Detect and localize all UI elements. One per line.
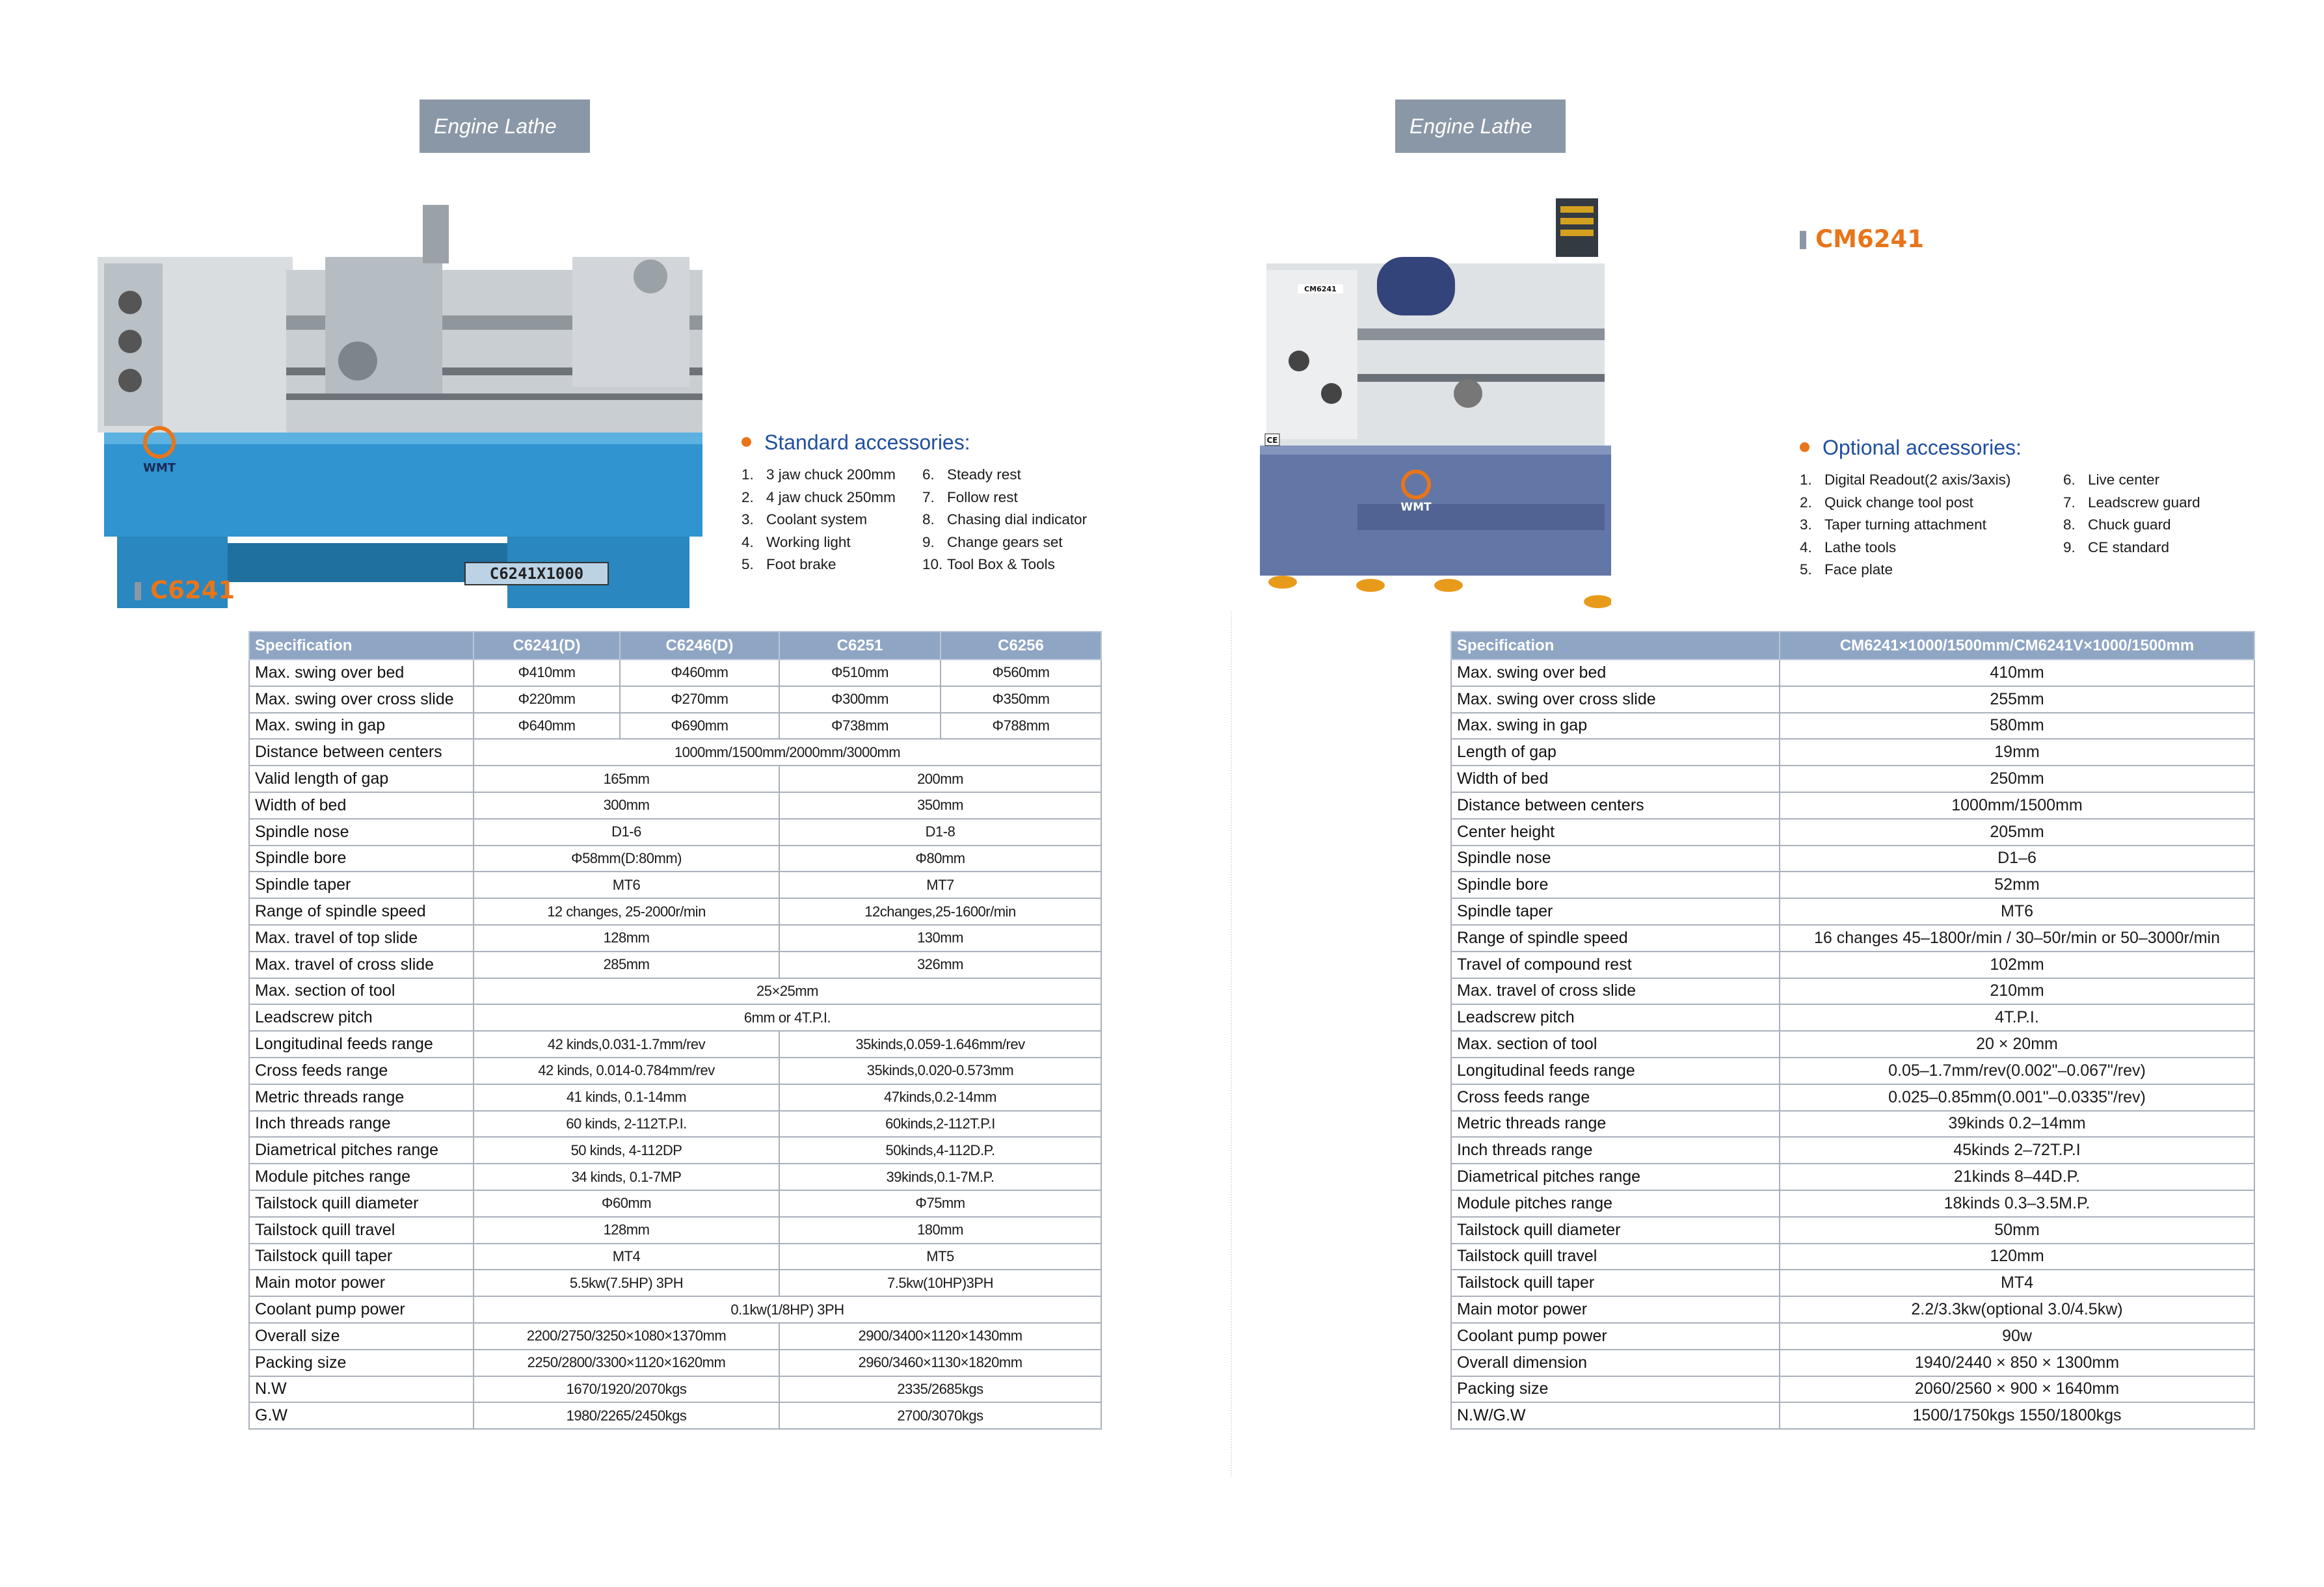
bullet-dot-icon: [1800, 442, 1810, 452]
table-row: [1451, 1031, 2254, 1058]
table-row: [1451, 1190, 2254, 1217]
table-row: [1451, 660, 2254, 686]
column-header: CM6241×1000/1500mm/CM6241V×1000/1500mm: [1780, 632, 2254, 660]
cell-value: Φ560mm: [941, 660, 1101, 686]
row-label: Max. swing in gap: [1451, 713, 1780, 740]
table-row: [249, 660, 1101, 686]
cell-value: Φ220mm: [474, 686, 620, 713]
table-row: [1451, 1323, 2254, 1350]
row-label: N.W: [249, 1376, 474, 1403]
row-label: Cross feeds range: [249, 1058, 474, 1084]
column-header: Specification: [249, 632, 474, 660]
row-label: Max. travel of cross slide: [249, 952, 474, 978]
row-label: G.W: [249, 1402, 474, 1429]
cell-value: 7.5kw(10HP)3PH: [779, 1270, 1101, 1296]
table-row: [249, 1190, 1101, 1217]
row-label: Spindle taper: [1451, 898, 1780, 925]
accessory-item: 7. Follow rest: [922, 488, 1018, 505]
table-row: [1451, 872, 2254, 898]
c6241-lathe-image: [91, 179, 715, 621]
table-row: [1451, 1217, 2254, 1244]
table-row: [1451, 1296, 2254, 1323]
accessories-title: Standard accessories:: [741, 431, 1087, 455]
table-row: [249, 766, 1101, 792]
cell-value: MT4: [1780, 1270, 2254, 1296]
accessory-item: 4. Lathe tools: [1800, 539, 1897, 555]
machine-plate-text: CM6241: [1304, 285, 1337, 293]
cell-value: 18kinds 0.3–3.5M.P.: [1780, 1190, 2254, 1217]
table-row: [249, 978, 1101, 1005]
cell-value: 580mm: [1780, 713, 2254, 740]
cell-value: 200mm: [779, 766, 1101, 792]
cell-value: 250mm: [1780, 766, 2254, 792]
brand-logo-text: WMT: [142, 461, 176, 475]
row-label: Leadscrew pitch: [1451, 1004, 1780, 1031]
cell-value: 128mm: [474, 1217, 779, 1244]
cell-value: 20 × 20mm: [1780, 1031, 2254, 1058]
table-row: [1451, 686, 2254, 713]
row-label: Leadscrew pitch: [249, 1004, 474, 1031]
cell-value: 35kinds,0.020-0.573mm: [779, 1058, 1101, 1084]
accessory-item: 5. Foot brake: [741, 556, 836, 572]
machine-plate-text: C6241X1000: [489, 565, 584, 583]
row-label: Main motor power: [1451, 1296, 1780, 1323]
row-label: Range of spindle speed: [249, 898, 474, 925]
cell-value: 0.1kw(1/8HP) 3PH: [474, 1296, 1101, 1323]
table-row: [249, 846, 1101, 872]
row-label: Tailstock quill travel: [249, 1217, 474, 1244]
cell-value: 130mm: [779, 925, 1101, 952]
cell-value: MT5: [779, 1244, 1101, 1270]
accessory-item: 1. 3 jaw chuck 200mm: [741, 466, 896, 483]
accessory-item: 9. Change gears set: [922, 533, 1063, 550]
accessory-item: 6. Steady rest: [922, 466, 1021, 483]
table-row: [249, 1402, 1101, 1429]
table-row: [249, 1004, 1101, 1031]
accessory-item: 3. Taper turning attachment: [1800, 516, 1986, 533]
row-label: Inch threads range: [1451, 1137, 1780, 1164]
row-label: Main motor power: [249, 1270, 474, 1296]
table-row: [249, 792, 1101, 819]
table-row: [249, 1031, 1101, 1058]
table-row: [1451, 925, 2254, 952]
cell-value: 2960/3460×1130×1820mm: [779, 1350, 1101, 1376]
table-row: [249, 1270, 1101, 1296]
accessory-item: 2. 4 jaw chuck 250mm: [741, 488, 896, 505]
accessory-item: 8. Chasing dial indicator: [922, 511, 1088, 527]
table-row: [249, 1296, 1101, 1323]
cell-value: D1–6: [1780, 846, 2254, 872]
cell-value: 180mm: [779, 1217, 1101, 1244]
accessory-item: 1. Digital Readout(2 axis/3axis): [1800, 472, 2011, 488]
column-header: C6256: [941, 632, 1101, 660]
cell-value: Φ60mm: [474, 1190, 779, 1217]
engine-lathe-tag: Engine Lathe: [1395, 100, 1566, 153]
cell-value: D1-6: [474, 819, 779, 846]
accessory-item: 10. Tool Box & Tools: [922, 556, 1055, 572]
row-label: Module pitches range: [1451, 1190, 1780, 1217]
cm6241-lathe-image: [1260, 198, 1611, 615]
cell-value: Φ640mm: [474, 713, 620, 740]
cell-value: 2250/2800/3300×1120×1620mm: [474, 1350, 779, 1376]
column-header: C6246(D): [620, 632, 779, 660]
cell-value: Φ690mm: [620, 713, 779, 740]
cell-value: 16 changes 45–1800r/min / 30–50r/min or 50–3000r/min: [1780, 925, 2254, 952]
spec-table-cm6241: [1450, 631, 2255, 1430]
cell-value: 1940/2440 × 850 × 1300mm: [1780, 1350, 2254, 1376]
row-label: Distance between centers: [1451, 792, 1780, 819]
row-label: Max. swing over bed: [1451, 660, 1780, 686]
table-row: [249, 1376, 1101, 1403]
row-label: Max. swing over bed: [249, 660, 474, 686]
row-label: Inch threads range: [249, 1111, 474, 1138]
row-label: Max. travel of cross slide: [1451, 978, 1780, 1005]
cell-value: D1-8: [779, 819, 1101, 846]
model-bar-icon: [1800, 231, 1806, 249]
table-row: [249, 925, 1101, 952]
table-row: [1451, 952, 2254, 978]
table-header-row: [1451, 632, 2254, 660]
row-label: Tailstock quill diameter: [1451, 1217, 1780, 1244]
row-label: Diametrical pitches range: [249, 1137, 474, 1164]
cell-value: 47kinds,0.2-14mm: [779, 1084, 1101, 1111]
table-row: [1451, 898, 2254, 925]
row-label: Max. swing over cross slide: [1451, 686, 1780, 713]
accessories-title: Optional accessories:: [1800, 436, 2200, 460]
row-label: Tailstock quill taper: [249, 1244, 474, 1270]
cell-value: 2700/3070kgs: [779, 1402, 1101, 1429]
accessory-item: 8. Chuck guard: [2063, 516, 2171, 533]
row-label: Tailstock quill travel: [1451, 1244, 1780, 1270]
cell-value: MT7: [779, 872, 1101, 898]
cell-value: 285mm: [474, 952, 779, 978]
cell-value: 42 kinds,0.031-1.7mm/rev: [474, 1031, 779, 1058]
row-label: Distance between centers: [249, 739, 474, 766]
table-row: [1451, 1376, 2254, 1403]
cell-value: 210mm: [1780, 978, 2254, 1005]
cell-value: 128mm: [474, 925, 779, 952]
cell-value: 34 kinds, 0.1-7MP: [474, 1164, 779, 1190]
table-row: [1451, 766, 2254, 792]
table-row: [249, 1323, 1101, 1350]
cell-value: Φ270mm: [620, 686, 779, 713]
row-label: Max. section of tool: [1451, 1031, 1780, 1058]
cell-value: 52mm: [1780, 872, 2254, 898]
cell-value: 205mm: [1780, 819, 2254, 846]
ce-mark: CE: [1266, 436, 1278, 445]
cell-value: 2900/3400×1120×1430mm: [779, 1323, 1101, 1350]
row-label: Tailstock quill diameter: [249, 1190, 474, 1217]
row-label: Diametrical pitches range: [1451, 1164, 1780, 1190]
column-header: Specification: [1451, 632, 1780, 660]
cell-value: Φ80mm: [779, 846, 1101, 872]
row-label: Tailstock quill taper: [1451, 1270, 1780, 1296]
cell-value: 350mm: [779, 792, 1101, 819]
table-row: [1451, 1058, 2254, 1084]
table-row: [249, 1111, 1101, 1138]
cell-value: 1980/2265/2450kgs: [474, 1402, 779, 1429]
cell-value: 1000mm/1500mm: [1780, 792, 2254, 819]
table-row: [249, 819, 1101, 846]
row-label: Spindle bore: [249, 846, 474, 872]
cell-value: 1670/1920/2070kgs: [474, 1376, 779, 1403]
row-label: Max. swing over cross slide: [249, 686, 474, 713]
row-label: Metric threads range: [249, 1084, 474, 1111]
row-label: Range of spindle speed: [1451, 925, 1780, 952]
row-label: Spindle nose: [1451, 846, 1780, 872]
table-row: [1451, 1164, 2254, 1190]
table-row: [249, 739, 1101, 766]
row-label: Overall size: [249, 1323, 474, 1350]
row-label: Longitudinal feeds range: [1451, 1058, 1780, 1084]
cell-value: 2.2/3.3kw(optional 3.0/4.5kw): [1780, 1296, 2254, 1323]
table-row: [1451, 819, 2254, 846]
cell-value: Φ510mm: [779, 660, 941, 686]
cell-value: 25×25mm: [474, 978, 1101, 1005]
cell-value: 1000mm/1500mm/2000mm/3000mm: [474, 739, 1101, 766]
cell-value: 42 kinds, 0.014-0.784mm/rev: [474, 1058, 779, 1084]
table-row: [249, 898, 1101, 925]
cell-value: 255mm: [1780, 686, 2254, 713]
accessory-item: 5. Face plate: [1800, 561, 1893, 578]
cell-value: 0.05–1.7mm/rev(0.002"–0.067"/rev): [1780, 1058, 2254, 1084]
row-label: Max. section of tool: [249, 978, 474, 1005]
table-row: [249, 1350, 1101, 1376]
table-row: [249, 1058, 1101, 1084]
table-header-row: [249, 632, 1101, 660]
table-row: [249, 713, 1101, 740]
cell-value: MT6: [474, 872, 779, 898]
accessory-item: 6. Live center: [2063, 472, 2160, 488]
row-label: Cross feeds range: [1451, 1084, 1780, 1111]
cell-value: 60 kinds, 2-112T.P.I.: [474, 1111, 779, 1138]
model-title: C6241: [135, 576, 235, 604]
table-row: [1451, 739, 2254, 766]
row-label: Packing size: [249, 1350, 474, 1376]
table-row: [1451, 978, 2254, 1005]
cell-value: Φ75mm: [779, 1190, 1101, 1217]
cell-value: 5.5kw(7.5HP) 3PH: [474, 1270, 779, 1296]
table-row: [1451, 1244, 2254, 1270]
cell-value: 39kinds,0.1-7M.P.: [779, 1164, 1101, 1190]
row-label: Coolant pump power: [249, 1296, 474, 1323]
cell-value: Φ788mm: [941, 713, 1101, 740]
cell-value: 0.025–0.85mm(0.001"–0.0335"/rev): [1780, 1084, 2254, 1111]
cell-value: 4T.P.I.: [1780, 1004, 2254, 1031]
engine-lathe-tag: Engine Lathe: [420, 100, 590, 153]
cell-value: 90w: [1780, 1323, 2254, 1350]
row-label: Packing size: [1451, 1376, 1780, 1403]
table-row: [1451, 713, 2254, 740]
cell-value: 39kinds 0.2–14mm: [1780, 1111, 2254, 1138]
optional-accessories: [1800, 436, 2200, 581]
accessory-item: 4. Working light: [741, 533, 851, 550]
cell-value: 1500/1750kgs 1550/1800kgs: [1780, 1402, 2254, 1429]
cell-value: 6mm or 4T.P.I.: [474, 1004, 1101, 1031]
row-label: Longitudinal feeds range: [249, 1031, 474, 1058]
cell-value: 326mm: [779, 952, 1101, 978]
row-label: Spindle taper: [249, 872, 474, 898]
cell-value: 21kinds 8–44D.P.: [1780, 1164, 2254, 1190]
table-row: [1451, 1111, 2254, 1138]
cell-value: 45kinds 2–72T.P.I: [1780, 1137, 2254, 1164]
cell-value: 2335/2685kgs: [779, 1376, 1101, 1403]
table-row: [1451, 1084, 2254, 1111]
cell-value: Φ410mm: [474, 660, 620, 686]
table-row: [249, 1244, 1101, 1270]
row-label: Length of gap: [1451, 739, 1780, 766]
row-label: Max. swing in gap: [249, 713, 474, 740]
accessory-item: 2. Quick change tool post: [1800, 494, 1973, 511]
row-label: Valid length of gap: [249, 766, 474, 792]
cell-value: Φ350mm: [941, 686, 1101, 713]
row-label: N.W/G.W: [1451, 1402, 1780, 1429]
row-label: Metric threads range: [1451, 1111, 1780, 1138]
row-label: Max. travel of top slide: [249, 925, 474, 952]
cell-value: 300mm: [474, 792, 779, 819]
column-header: C6251: [779, 632, 941, 660]
table-row: [249, 1164, 1101, 1190]
accessory-item: 9. CE standard: [2063, 539, 2170, 555]
cell-value: MT6: [1780, 898, 2254, 925]
table-row: [1451, 1402, 2254, 1429]
spec-table-c6241: [248, 631, 1102, 1430]
row-label: Overall dimension: [1451, 1350, 1780, 1376]
cell-value: 12changes,25-1600r/min: [779, 898, 1101, 925]
cell-value: 120mm: [1780, 1244, 2254, 1270]
model-title: CM6241: [1800, 225, 1924, 253]
table-row: [249, 1137, 1101, 1164]
cell-value: 19mm: [1780, 739, 2254, 766]
cell-value: 35kinds,0.059-1.646mm/rev: [779, 1031, 1101, 1058]
model-bar-icon: [135, 582, 141, 600]
row-label: Width of bed: [249, 792, 474, 819]
column-header: C6241(D): [474, 632, 620, 660]
cell-value: Φ58mm(D:80mm): [474, 846, 779, 872]
accessory-item: 7. Leadscrew guard: [2063, 494, 2200, 511]
accessory-item: 3. Coolant system: [741, 511, 868, 527]
table-row: [249, 1084, 1101, 1111]
cell-value: 50kinds,4-112D.P.: [779, 1137, 1101, 1164]
row-label: Width of bed: [1451, 766, 1780, 792]
row-label: Coolant pump power: [1451, 1323, 1780, 1350]
cell-value: 50mm: [1780, 1217, 2254, 1244]
cell-value: 102mm: [1780, 952, 2254, 978]
table-row: [1451, 792, 2254, 819]
table-row: [249, 872, 1101, 898]
cell-value: 410mm: [1780, 660, 2254, 686]
table-row: [1451, 1137, 2254, 1164]
cell-value: Φ300mm: [779, 686, 941, 713]
cell-value: MT4: [474, 1244, 779, 1270]
standard-accessories: [741, 431, 1087, 576]
table-row: [1451, 1350, 2254, 1376]
row-label: Spindle nose: [249, 819, 474, 846]
cell-value: Φ738mm: [779, 713, 941, 740]
cell-value: 50 kinds, 4-112DP: [474, 1137, 779, 1164]
bullet-dot-icon: [741, 437, 751, 447]
table-row: [1451, 846, 2254, 872]
table-row: [249, 686, 1101, 713]
cell-value: Φ460mm: [620, 660, 779, 686]
cell-value: 2060/2560 × 900 × 1640mm: [1780, 1376, 2254, 1403]
table-row: [249, 952, 1101, 978]
table-row: [1451, 1270, 2254, 1296]
cell-value: 165mm: [474, 766, 779, 792]
cell-value: 12 changes, 25-2000r/min: [474, 898, 779, 925]
brand-logo-text: WMT: [1400, 501, 1432, 514]
table-row: [249, 1217, 1101, 1244]
cell-value: 2200/2750/3250×1080×1370mm: [474, 1323, 779, 1350]
cell-value: 41 kinds, 0.1-14mm: [474, 1084, 779, 1111]
row-label: Center height: [1451, 819, 1780, 846]
table-row: [1451, 1004, 2254, 1031]
row-label: Module pitches range: [249, 1164, 474, 1190]
right-page: [1162, 0, 2324, 1587]
row-label: Travel of compound rest: [1451, 952, 1780, 978]
cell-value: 60kinds,2-112T.P.I: [779, 1111, 1101, 1138]
row-label: Spindle bore: [1451, 872, 1780, 898]
